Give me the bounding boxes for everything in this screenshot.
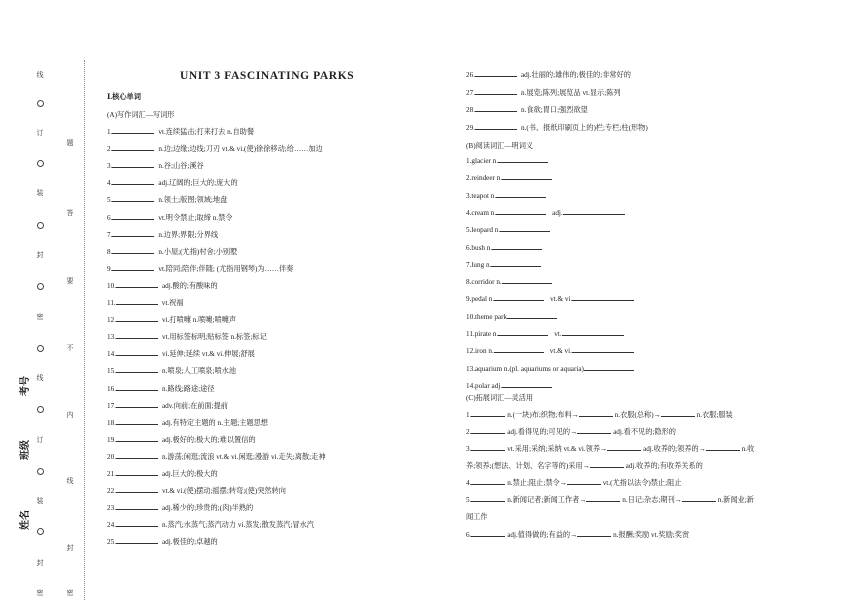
item-number: 27. xyxy=(466,88,475,97)
item-number: 18. xyxy=(107,418,116,427)
item-number: 26. xyxy=(466,71,475,79)
reading-item xyxy=(466,346,634,355)
margin-char: 订 xyxy=(36,129,44,137)
item-definition: adj.稀少的;珍贵的;(肉)半熟的 xyxy=(161,504,254,513)
item-definition: n.喷泉;人工喷泉;喷水池 xyxy=(161,367,237,376)
margin-char: 封 xyxy=(36,251,44,259)
item-definition: n.游荡;闲逛;流浪 vt.& vi.闲逛;漫游 vi.走失;离散;走神 xyxy=(161,452,326,461)
answer-blank[interactable] xyxy=(563,208,625,215)
answer-blank[interactable] xyxy=(492,243,542,250)
item-definition: vt.祝福 xyxy=(161,299,184,307)
reading-item xyxy=(466,191,546,200)
vocab-item xyxy=(107,384,215,394)
vocab-item xyxy=(107,401,228,411)
answer-blank[interactable] xyxy=(116,435,158,442)
vocab-item xyxy=(107,247,237,257)
margin-char: 订 xyxy=(36,436,44,444)
vocab-item xyxy=(107,264,293,274)
item-number: 15. xyxy=(107,367,116,376)
vocab-item xyxy=(107,537,218,547)
part-heading: (A)写作词汇—写词形 xyxy=(107,111,175,119)
answer-blank[interactable] xyxy=(494,346,544,353)
reading-item xyxy=(466,364,634,373)
answer-blank[interactable] xyxy=(494,294,544,301)
answer-blank[interactable] xyxy=(116,366,158,373)
section-heading: Ⅰ.核心单词 xyxy=(107,93,141,101)
margin-char: 装 xyxy=(36,497,44,505)
item-number: 22. xyxy=(107,487,116,496)
answer-blank[interactable] xyxy=(116,298,158,305)
fold-line xyxy=(84,60,85,600)
margin-char: 装 xyxy=(36,189,44,197)
item-definition: adj.巨大的;极大的 xyxy=(161,470,218,478)
reading-item xyxy=(466,312,557,321)
answer-blank[interactable] xyxy=(607,444,641,451)
margin-char: 封 xyxy=(66,544,74,552)
binding-hole xyxy=(37,222,44,229)
item-definition: adj.酸的;有酸味的 xyxy=(161,281,218,290)
answer-blank[interactable] xyxy=(498,329,548,336)
item-definition: adv.向前;在前面;提前 xyxy=(161,401,228,410)
margin-char: 内 xyxy=(66,411,74,419)
margin-char: 封 xyxy=(36,559,44,567)
vocab-item xyxy=(107,452,326,462)
item-definition: adj.壮丽的;雄伟的;极佳的;非常好的 xyxy=(520,71,631,79)
item-number: 8. xyxy=(107,247,113,256)
vocab-item xyxy=(107,127,254,137)
reading-item xyxy=(466,208,625,217)
part-heading: (B)阅读词汇—明词义 xyxy=(466,142,534,150)
item-definition: adj.辽阔的;巨大的;庞大的 xyxy=(158,179,238,188)
margin-char: 线 xyxy=(36,374,44,382)
margin-char: 要 xyxy=(66,277,74,285)
answer-blank[interactable] xyxy=(112,127,154,134)
vocab-item xyxy=(107,281,218,291)
answer-blank[interactable] xyxy=(475,123,517,130)
item-number: 14. xyxy=(107,350,116,359)
vocab-item xyxy=(107,144,323,154)
vocab-item xyxy=(107,520,314,530)
item-definition: vt.连续猛击;打来打去 n.自助餐 xyxy=(158,128,255,136)
answer-blank[interactable] xyxy=(567,478,601,485)
answer-blank[interactable] xyxy=(491,260,541,267)
item-definition: n.领土;版图;领域;地盘 xyxy=(158,196,228,205)
item-definition: vt.& vi.(使)摆动;摇摆;转弯;(使)突然转向 xyxy=(161,487,286,496)
item-word: 3.teapot n. xyxy=(466,191,497,200)
answer-blank[interactable] xyxy=(471,495,505,502)
class-label: 班级 xyxy=(20,440,31,460)
item-definition: adj.极佳的;卓越的 xyxy=(161,538,218,547)
item-number: 10. xyxy=(107,281,116,290)
item-definition: n.边;边缘;边线;刀刃 vt.& vi.(使)徐徐移动;给……加边 xyxy=(158,145,323,154)
item-number: 29. xyxy=(466,123,475,132)
reading-item xyxy=(466,225,550,234)
vocab-item xyxy=(107,366,236,376)
item-word: vt.& vi. xyxy=(550,295,573,304)
reading-item xyxy=(466,329,624,338)
answer-blank[interactable] xyxy=(507,312,557,319)
extend-item-continued: 养;领养;(想法、计划、名字等的)采用→ adj.收养的;有收养关系的 xyxy=(466,462,703,470)
part-heading: (C)拓展词汇—灵活用 xyxy=(466,394,534,402)
item-word: 2.reindeer n. xyxy=(466,174,503,183)
vocab-item xyxy=(107,178,238,188)
item-number: 23. xyxy=(107,504,116,513)
item-number: 12. xyxy=(107,316,116,325)
item-word: 11.pirate n. xyxy=(466,330,499,338)
answer-blank[interactable] xyxy=(496,191,546,198)
margin-char: 密 xyxy=(36,589,44,597)
item-number: 13. xyxy=(107,333,116,342)
item-definition: n.小屋;(尤指)村舍;小别墅 xyxy=(158,247,238,256)
answer-blank[interactable] xyxy=(562,329,624,336)
reading-item xyxy=(466,294,634,303)
answer-blank[interactable] xyxy=(112,213,154,220)
answer-blank[interactable] xyxy=(475,105,517,112)
reading-item xyxy=(466,156,548,165)
answer-blank[interactable] xyxy=(116,332,158,339)
item-number: 19. xyxy=(107,435,116,444)
answer-blank[interactable] xyxy=(475,88,517,95)
vocab-item xyxy=(107,418,268,428)
item-word: adj. xyxy=(552,208,563,217)
item-word: 9.pedal n. xyxy=(466,295,495,304)
answer-blank[interactable] xyxy=(116,401,158,408)
item-word: vt.& vi. xyxy=(549,347,572,356)
answer-blank[interactable] xyxy=(584,364,634,371)
answer-blank[interactable] xyxy=(471,478,505,485)
answer-blank[interactable] xyxy=(116,418,158,425)
item-definition: vt.陪同;陪伴;伴随; (尤指用钢琴)为……伴奏 xyxy=(158,264,294,273)
vocab-item xyxy=(107,315,236,325)
answer-blank[interactable] xyxy=(116,452,158,459)
item-number: 4. xyxy=(107,179,113,188)
answer-blank[interactable] xyxy=(586,495,620,502)
item-number: 25. xyxy=(107,538,116,547)
item-word: 12.iron n. xyxy=(466,347,494,356)
answer-blank[interactable] xyxy=(572,346,634,353)
item-number: 11. xyxy=(107,299,116,307)
item-word: 8.corridor n. xyxy=(466,278,502,287)
item-number: 9. xyxy=(107,264,113,273)
item-definition: vi.延伸;延续 vt.& vi.伸展;舒展 xyxy=(161,350,255,359)
answer-blank[interactable] xyxy=(112,178,154,185)
margin-char: 不 xyxy=(66,344,74,352)
answer-blank[interactable] xyxy=(579,410,613,417)
answer-blank[interactable] xyxy=(112,161,154,168)
item-definition: n.边界;界限;分界线 xyxy=(158,230,219,239)
binding-margin xyxy=(0,0,100,608)
extend-item-continued: 闻工作 xyxy=(466,513,488,521)
item-number: 7. xyxy=(107,230,113,239)
answer-blank[interactable] xyxy=(112,247,154,254)
binding-hole xyxy=(37,406,44,413)
answer-blank[interactable] xyxy=(572,294,634,301)
answer-blank[interactable] xyxy=(500,225,550,232)
item-word: 14.polar adj. xyxy=(466,381,503,390)
item-definition: n.谷;山谷;溪谷 xyxy=(158,162,204,171)
answer-blank[interactable] xyxy=(471,530,505,537)
extend-item: 1. n.(一块)布;织物;布料→ n.衣服(总称)→ n.衣服;服装 xyxy=(466,411,733,419)
item-word: 4.cream n. xyxy=(466,208,497,217)
item-definition: vi.打喷嚏 n.喷嚏;喷嚏声 xyxy=(161,316,237,325)
item-number: 24. xyxy=(107,521,116,530)
item-word: 10.theme park xyxy=(466,312,508,321)
item-definition: n.(书、报纸印刷页上的)栏;专栏;柱(形物) xyxy=(520,123,648,132)
answer-blank[interactable] xyxy=(661,410,695,417)
answer-blank[interactable] xyxy=(471,410,505,417)
margin-char: 密 xyxy=(66,589,74,597)
item-definition: n.蒸汽;水蒸气;蒸汽动力 vi.蒸发;散发蒸汽;冒水汽 xyxy=(161,521,314,530)
binding-hole xyxy=(37,528,44,535)
answer-blank[interactable] xyxy=(498,156,548,163)
answer-blank[interactable] xyxy=(112,230,154,237)
extend-item: 5. n.新闻记者;新闻工作者→ n.日记;杂志;期刊→ n.新闻业;新 xyxy=(466,496,754,504)
item-number: 16. xyxy=(107,384,116,393)
extend-item: 4. n.禁止;阻止;禁令→ vt.(尤指以法令)禁止;阻止 xyxy=(466,479,682,487)
vocab-item xyxy=(466,123,648,133)
binding-hole xyxy=(37,345,44,352)
item-definition: n.展览;陈列;展览品 vt.显示;陈列 xyxy=(520,88,621,97)
reading-item xyxy=(466,243,542,252)
answer-blank[interactable] xyxy=(502,173,552,180)
answer-blank[interactable] xyxy=(502,277,552,284)
answer-blank[interactable] xyxy=(116,537,158,544)
item-word: 6.bush n. xyxy=(466,243,493,252)
answer-blank[interactable] xyxy=(502,381,552,388)
vocab-item xyxy=(466,105,588,115)
answer-blank[interactable] xyxy=(682,495,716,502)
item-definition: n.食欲;胃口;强烈欲望 xyxy=(520,106,588,114)
vocab-item xyxy=(107,298,183,308)
binding-hole xyxy=(37,468,44,475)
reading-item xyxy=(466,260,541,269)
answer-blank[interactable] xyxy=(496,208,546,215)
answer-blank[interactable] xyxy=(116,520,158,527)
answer-blank[interactable] xyxy=(112,195,154,202)
answer-blank[interactable] xyxy=(590,461,624,468)
answer-blank[interactable] xyxy=(112,264,154,271)
extend-item: 2. adj.看得见的;可见的→ adj.看不见的;隐形的 xyxy=(466,428,676,436)
vocab-item xyxy=(107,332,267,342)
item-number: 1. xyxy=(107,128,113,136)
item-definition: vt.用标签标明;贴标签 n.标签;标记 xyxy=(161,333,267,342)
vocab-item xyxy=(107,349,255,359)
margin-char: 答 xyxy=(66,209,74,217)
item-definition: adj.有特定主题的 n.主题;主题思想 xyxy=(161,418,268,427)
item-number: 20. xyxy=(107,452,116,461)
item-number: 5. xyxy=(107,196,113,205)
vocab-item xyxy=(466,88,621,98)
vocab-item xyxy=(107,435,256,445)
margin-char: 线 xyxy=(36,71,44,79)
margin-char: 线 xyxy=(66,477,74,485)
page-title: UNIT 3 FASCINATING PARKS xyxy=(180,70,355,82)
answer-blank[interactable] xyxy=(471,444,505,451)
item-definition: n.路线;路途;途径 xyxy=(161,384,215,393)
item-word: 1.glacier n. xyxy=(466,157,499,165)
answer-blank[interactable] xyxy=(112,144,154,151)
item-number: 3. xyxy=(107,162,113,171)
binding-hole xyxy=(37,283,44,290)
answer-blank[interactable] xyxy=(116,315,158,322)
vocab-item xyxy=(107,195,227,205)
binding-hole xyxy=(37,100,44,107)
answer-blank[interactable] xyxy=(116,486,158,493)
answer-blank[interactable] xyxy=(577,427,611,434)
answer-blank[interactable] xyxy=(116,281,158,288)
item-number: 6. xyxy=(107,213,113,222)
vocab-item xyxy=(466,70,631,80)
vocab-item xyxy=(107,503,253,513)
answer-blank[interactable] xyxy=(116,503,158,510)
item-word: vt. xyxy=(554,330,562,338)
item-word: 13.aquarium n.(pl. aquariums or aquaria) xyxy=(466,364,584,373)
item-number: 17. xyxy=(107,401,116,410)
item-number: 28. xyxy=(466,106,475,114)
reading-item xyxy=(466,277,552,286)
binding-hole xyxy=(37,160,44,167)
extend-item: 3. vt.采用;采纳;采纳 vt.& vi.领养→ adj.收养的;领养的→ n.收 xyxy=(466,445,755,453)
vocab-item xyxy=(107,469,218,479)
answer-blank[interactable] xyxy=(471,427,505,434)
vocab-item xyxy=(107,486,286,496)
name-label: 姓名 xyxy=(20,510,31,530)
exam-number-label: 考号 xyxy=(20,376,31,396)
item-word: 5.leopard n. xyxy=(466,226,501,235)
item-word: 7.lung n. xyxy=(466,260,492,269)
answer-blank[interactable] xyxy=(116,349,158,356)
answer-blank[interactable] xyxy=(706,444,740,451)
answer-blank[interactable] xyxy=(475,70,517,77)
margin-char: 密 xyxy=(36,313,44,321)
item-definition: vt.明令禁止;取缔 n.禁令 xyxy=(158,213,233,222)
item-number: 21. xyxy=(107,470,116,478)
answer-blank[interactable] xyxy=(116,469,158,476)
item-definition: adj.极好的;极大的;难以置信的 xyxy=(161,435,256,444)
item-number: 2. xyxy=(107,145,113,154)
vocab-item xyxy=(107,161,204,171)
reading-item xyxy=(466,173,552,182)
vocab-item xyxy=(107,230,218,240)
reading-item xyxy=(466,381,552,390)
answer-blank[interactable] xyxy=(577,530,611,537)
vocab-item xyxy=(107,213,232,223)
margin-char: 题 xyxy=(66,139,74,147)
extend-item: 6. adj.值得做的;有益的→ n.报酬;奖励 vt.奖励;奖赏 xyxy=(466,531,690,539)
answer-blank[interactable] xyxy=(116,384,158,391)
